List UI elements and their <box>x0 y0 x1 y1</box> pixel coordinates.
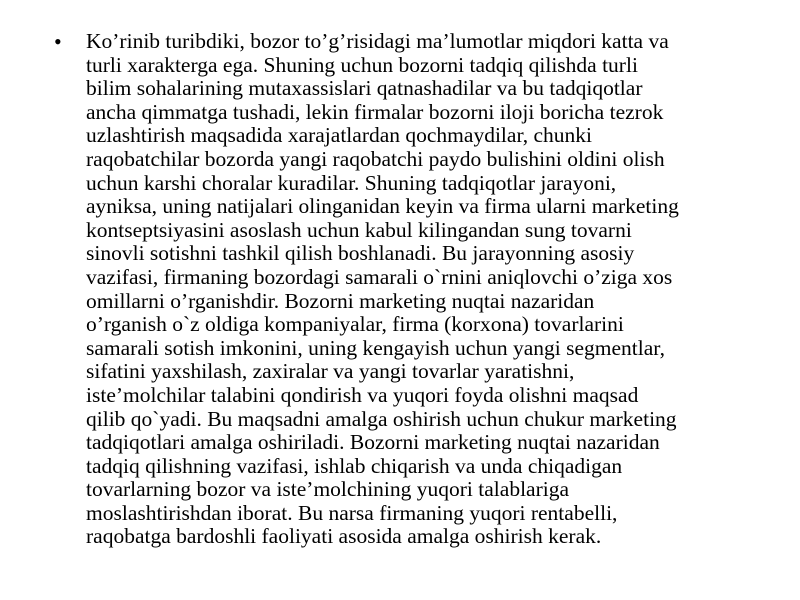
text-line: sinovli sotishni tashkil qilish boshlanadi. Bu jarayonning asosiy <box>86 241 635 266</box>
text-line: o’rganish o`z oldiga kompaniyalar, firma (korxona) tovarlarini <box>86 312 624 337</box>
text-line: ancha qimmatga tushadi, lekin firmalar bozorni iloji boricha tezrok <box>86 99 664 124</box>
text-line: sifatini yaxshilash, zaxiralar va yangi tovarlar yaratishni, <box>86 359 575 384</box>
text-line: raqobatga bardoshli faoliyati asosida amalga oshirish kerak. <box>86 524 602 549</box>
text-line: ayniksa, uning natijalari olinganidan keyin va firma ularni marketing <box>86 194 679 219</box>
paragraph-text <box>86 30 766 549</box>
text-line: kontseptsiyasini asoslash uchun kabul kilingandan sung tovarni <box>86 217 632 242</box>
bullet-icon: • <box>54 29 62 54</box>
text-line: bilim sohalarining mutaxassislari qatnashadilar va bu tadqiqotlar <box>86 76 643 101</box>
text-line: tadqiqotlari amalga oshiriladi. Bozorni marketing nuqtai nazaridan <box>86 430 660 455</box>
text-line: qilib qo`yadi. Bu maqsadni amalga oshirish uchun chukur marketing <box>86 406 677 431</box>
bullet-paragraph <box>54 30 766 549</box>
text-line: tovarlarning bozor va iste’molchining yuqori talablariga <box>86 477 570 502</box>
text-line: uzlashtirish maqsadida xarajatlardan qochmaydilar, chunki <box>86 123 593 148</box>
text-line: tadqiq qilishning vazifasi, ishlab chiqarish va unda chiqadigan <box>86 453 623 478</box>
text-line: uchun karshi choralar kuradilar. Shuning tadqiqotlar jarayoni, <box>86 170 617 195</box>
text-line: vazifasi, firmaning bozordagi samarali o`rnini aniqlovchi o’ziga xos <box>86 264 673 289</box>
text-line: omillarni o’rganishdir. Bozorni marketing nuqtai nazaridan <box>86 288 595 313</box>
text-line: moslashtirishdan iborat. Bu narsa firmaning yuqori rentabelli, <box>86 500 618 525</box>
text-line: turli xarakterga ega. Shuning uchun bozorni tadqiq qilishda turli <box>86 52 638 77</box>
text-line: samarali sotish imkonini, uning kengayish uchun yangi segmentlar, <box>86 335 665 360</box>
text-line: raqobatchilar bozorda yangi raqobatchi paydo bulishini oldini olish <box>86 146 665 171</box>
text-line: Ko’rinib turibdiki, bozor to’g’risidagi ma’lumotlar miqdori katta va <box>86 29 669 53</box>
text-line: iste’molchilar talabini qondirish va yuqori foyda olishni maqsad <box>86 382 639 407</box>
